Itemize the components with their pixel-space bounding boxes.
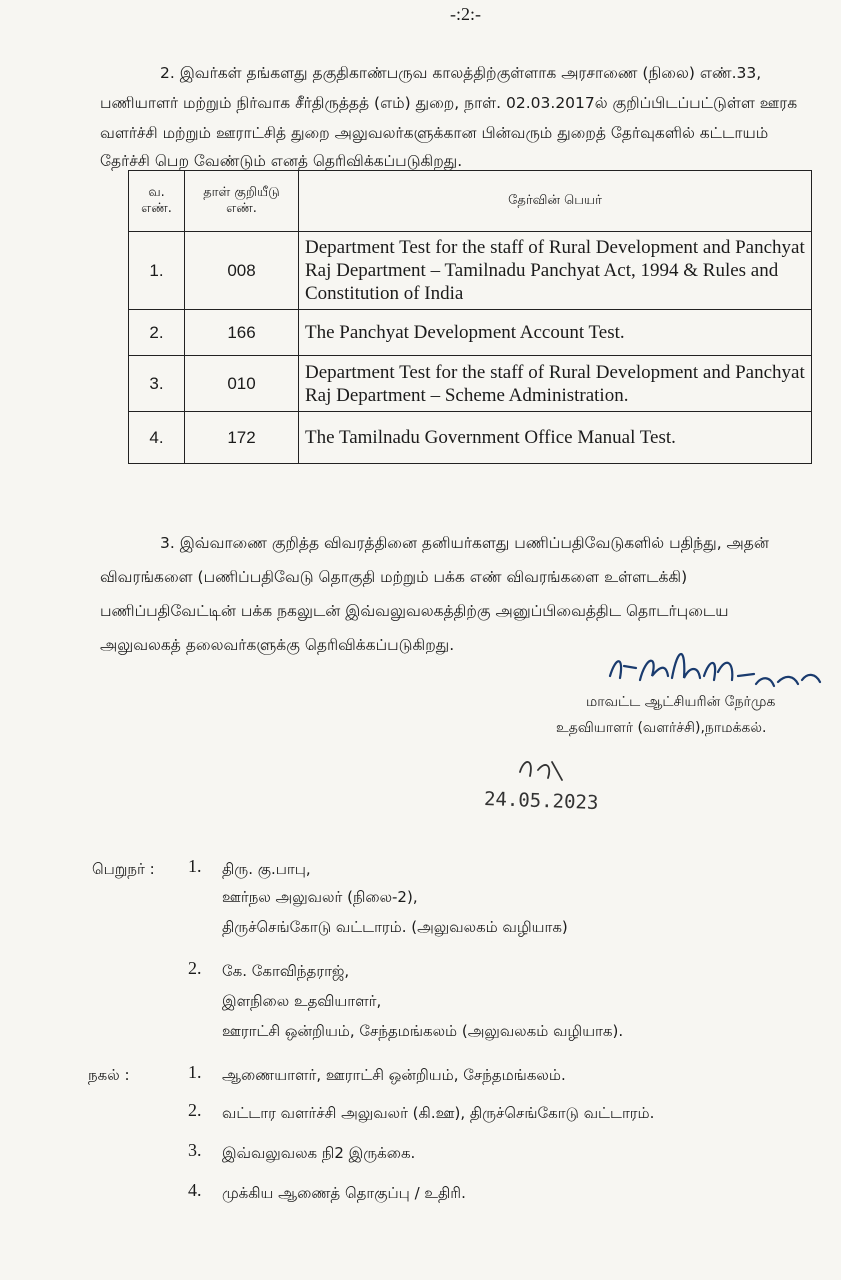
recipient-2-line2: இளநிலை உதவியாளர், [222, 992, 382, 1010]
row-code: 010 [185, 356, 299, 412]
recipient-1-line3: திருச்செங்கோடு வட்டாரம். (அலுவலகம் வழியாக) [222, 918, 568, 936]
copy-item: ஆணையாளர், ஊராட்சி ஒன்றியம், சேந்தமங்கலம். [222, 1066, 566, 1084]
copy-number: 1. [188, 1062, 202, 1082]
exam-table [128, 170, 812, 464]
row-code: 008 [185, 232, 299, 310]
page-number: -:2:- [450, 4, 481, 24]
header-code: தாள் குறியீடு எண். [185, 171, 299, 232]
signatory-line1: மாவட்ட ஆட்சியரின் நேர்முக [586, 694, 776, 710]
row-exam-name: Department Test for the staff of Rural Development and Panchyat Raj Department – Scheme Administration. [299, 356, 812, 412]
row-exam-name: The Panchyat Development Account Test. [299, 310, 812, 356]
recipients-label: பெறுநர் : [92, 860, 155, 878]
para2-line3: வளர்ச்சி மற்றும் ஊராட்சித் துறை அலுவலர்களுக்கான பின்வரும் துறைத் தேர்வுகளில் கட்டாயம் [100, 124, 769, 142]
row-code: 166 [185, 310, 299, 356]
table-row [129, 232, 812, 310]
row-sno: 1. [129, 232, 185, 310]
row-exam-name: The Tamilnadu Government Office Manual Test. [299, 412, 812, 464]
signatory-line2: உதவியாளர் (வளர்ச்சி),நாமக்கல். [556, 720, 767, 736]
recipient-2-line3: ஊராட்சி ஒன்றியம், சேந்தமங்கலம் (அலுவலகம் வழியாக). [222, 1022, 624, 1040]
copy-item: இவ்வலுவலக நி2 இருக்கை. [222, 1144, 416, 1162]
copy-item: முக்கிய ஆணைத் தொகுப்பு / உதிரி. [222, 1184, 466, 1202]
row-exam-name: Department Test for the staff of Rural Development and Panchyat Raj Department – Tamilnadu Panchyat Act, 1994 & Rules and Constitution of India [299, 232, 812, 310]
copy-label: நகல் : [88, 1066, 130, 1084]
row-sno: 3. [129, 356, 185, 412]
copy-number: 4. [188, 1180, 202, 1200]
copy-number: 2. [188, 1100, 202, 1120]
table-header-row [129, 171, 812, 232]
header-sno: வ. எண். [129, 171, 185, 232]
para3-line4: அலுவலகத் தலைவர்களுக்கு தெரிவிக்கப்படுகிறது. [100, 636, 455, 654]
para3-line2: விவரங்களை (பணிப்பதிவேடு தொகுதி மற்றும் பக்க எண் விவரங்களை உள்ளடக்கி) [100, 568, 688, 586]
row-code: 172 [185, 412, 299, 464]
header-name: தேர்வின் பெயர் [299, 171, 812, 232]
table-row [129, 412, 812, 464]
table-row [129, 356, 812, 412]
recipient-number: 1. [188, 856, 202, 876]
table-row [129, 310, 812, 356]
para2-line2: பணியாளர் மற்றும் நிர்வாக சீர்திருத்தத் (எம்) துறை, நாள். 02.03.2017ல் குறிப்பிடப்பட்டுள்ள ஊரக [100, 94, 798, 112]
handwritten-signature [606, 636, 826, 696]
row-sno: 4. [129, 412, 185, 464]
recipient-number: 2. [188, 958, 202, 978]
para3-line3: பணிப்பதிவேட்டின் பக்க நகலுடன் இவ்வலுவலகத்திற்கு அனுப்பிவைத்திட தொடர்புடைய [100, 602, 729, 620]
copy-item: வட்டார வளர்ச்சி அலுவலர் (கி.ஊ), திருச்செங்கோடு வட்டாரம். [222, 1104, 655, 1122]
recipient-2-line1: கே. கோவிந்தராஜ், [222, 962, 350, 980]
copy-number: 3. [188, 1140, 202, 1160]
recipient-1-line2: ஊர்நல அலுவலர் (நிலை-2), [222, 888, 418, 906]
initial-date: 24.05.2023 [483, 788, 599, 814]
para3-line1: 3. இவ்வாணை குறித்த விவரத்தினை தனியர்களது பணிப்பதிவேடுகளில் பதிந்து, அதன் [160, 534, 769, 552]
row-sno: 2. [129, 310, 185, 356]
para2-line1: 2. இவர்கள் தங்களது தகுதிகாண்பருவ காலத்திற்குள்ளாக அரசாணை (நிலை) எண்.33, [160, 64, 762, 82]
para2-line4: தேர்ச்சி பெற வேண்டும் எனத் தெரிவிக்கப்படுகிறது. [100, 152, 463, 170]
recipient-1-line1: திரு. கு.பாபு, [222, 860, 311, 878]
